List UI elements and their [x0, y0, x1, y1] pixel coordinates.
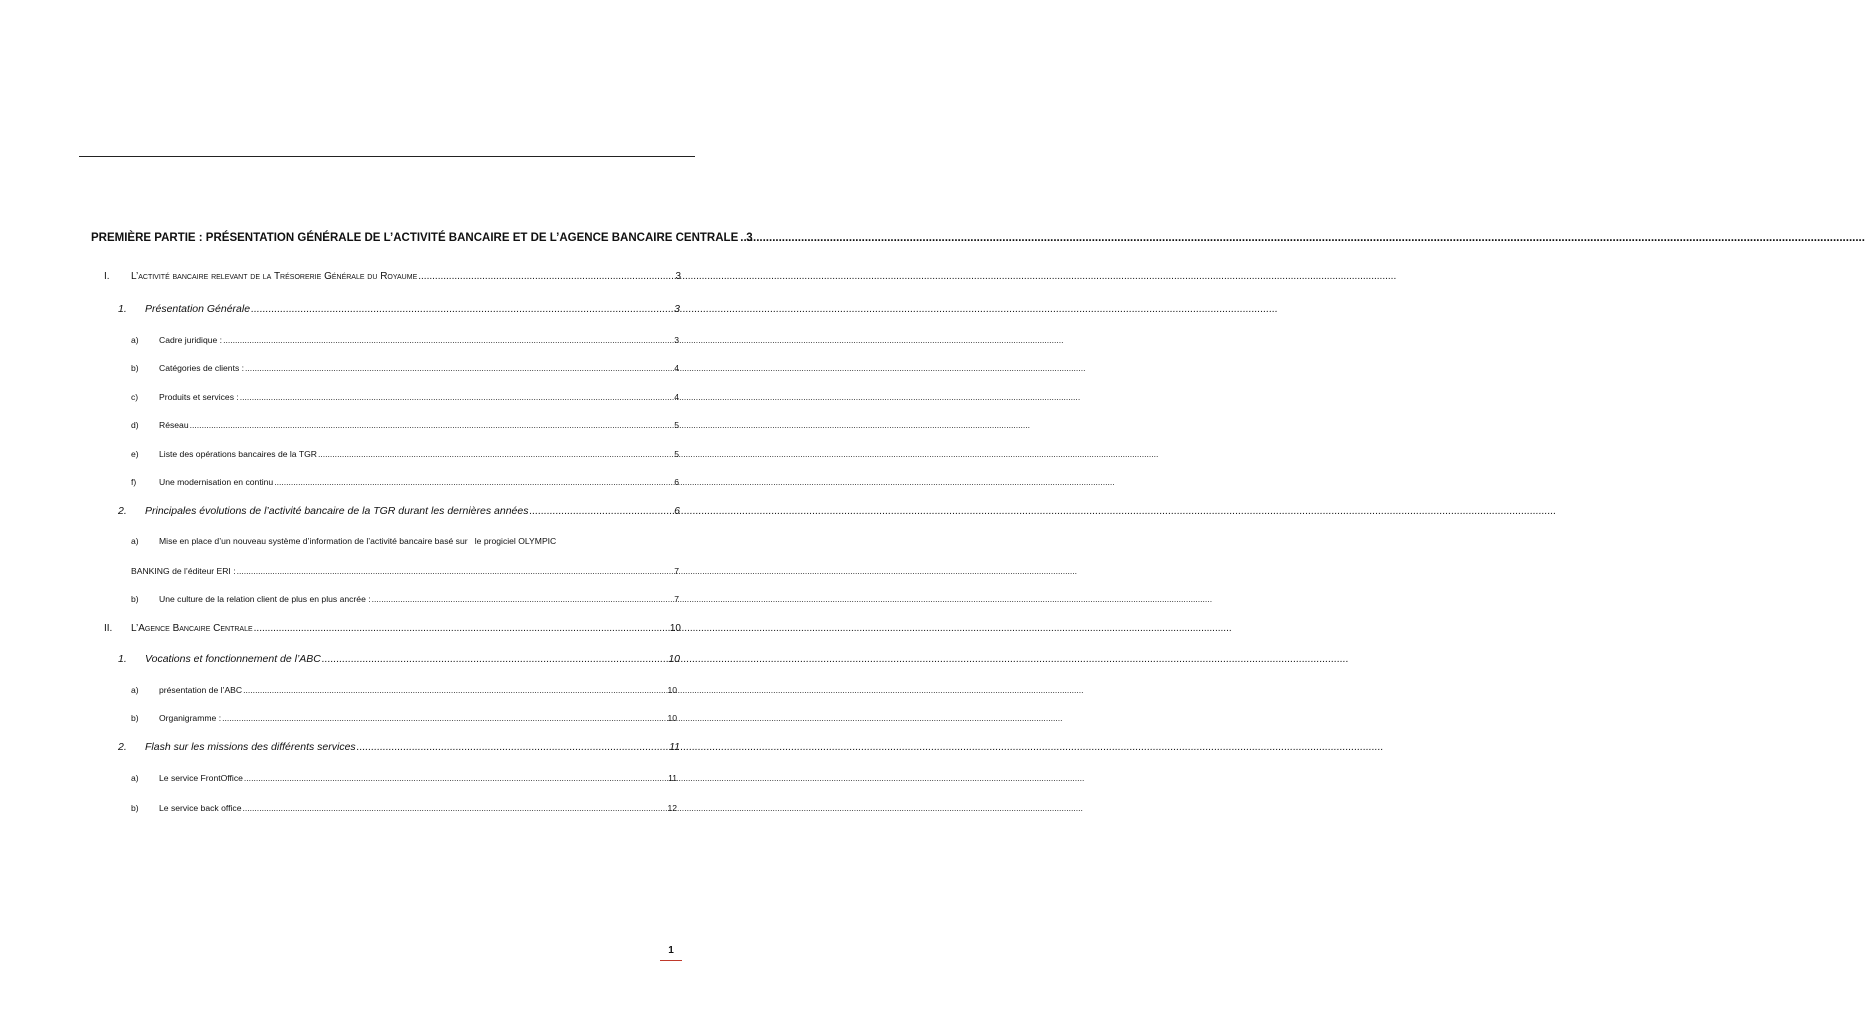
toc-entry-number: I.: [104, 271, 110, 282]
toc-page-number: 10: [669, 623, 681, 634]
toc-entry-number: c): [131, 392, 139, 402]
toc-entry-number: a): [131, 536, 139, 546]
toc-entry-number: f): [131, 477, 137, 487]
dot-leader: [322, 653, 667, 665]
toc-page-number: 3: [675, 271, 681, 282]
toc-page-number: 3: [674, 303, 680, 315]
toc-entry-title: Flash sur les missions des différents services: [145, 741, 356, 753]
toc-entry-title: présentation de l’ABC: [159, 685, 243, 695]
toc-subsection-entry[interactable]: [118, 505, 680, 517]
toc-page-number: 7: [674, 594, 679, 604]
toc-entry-title: L’activité bancaire relevant de la Trésorerie Générale du Royaume: [131, 271, 418, 282]
toc-entry-title: Principales évolutions de l’activité bancaire de la TGR durant les dernières années: [145, 505, 529, 517]
header-rule: [79, 156, 695, 157]
dot-leader: [223, 335, 673, 345]
toc-page-number: 10: [668, 653, 680, 665]
dot-leader: [240, 392, 673, 402]
toc-item-entry[interactable]: [131, 713, 677, 723]
toc-item-entry[interactable]: [131, 773, 677, 783]
toc-entry-number: b): [131, 363, 139, 373]
toc-item-entry[interactable]: [131, 803, 677, 813]
document-page: [0, 0, 768, 1024]
toc-subsection-entry[interactable]: [118, 653, 680, 665]
dot-leader: [244, 773, 667, 783]
toc-entry-title: Réseau: [159, 420, 189, 430]
toc-page-number: 3: [674, 335, 679, 345]
page-number-underline: [660, 960, 682, 961]
dot-leader: [274, 477, 673, 487]
toc-entry-number: e): [131, 449, 139, 459]
dot-leader: [222, 713, 666, 723]
toc-entry-number: d): [131, 420, 139, 430]
dot-leader: [237, 566, 674, 576]
toc-page-number: 4: [674, 392, 679, 402]
toc-page-number: 3: [746, 232, 753, 244]
toc-entry-number: b): [131, 713, 139, 723]
toc-section-entry[interactable]: [104, 623, 681, 634]
toc-entry-number: 2.: [118, 505, 127, 517]
toc-item-entry-continued[interactable]: [131, 566, 679, 576]
toc-item-entry[interactable]: [131, 420, 679, 430]
toc-entry-number: II.: [104, 623, 113, 634]
toc-item-entry[interactable]: [131, 594, 679, 604]
dot-leader: [243, 685, 666, 695]
toc-page-number: 7: [674, 566, 679, 576]
dot-leader: [529, 505, 673, 517]
toc-entry-title: Catégories de clients :: [159, 363, 245, 373]
toc-section-entry[interactable]: [104, 271, 681, 282]
toc-entry-number: 1.: [118, 303, 127, 315]
toc-entry-number: 1.: [118, 653, 127, 665]
toc-item-entry[interactable]: [131, 392, 679, 402]
toc-page-number: 4: [674, 363, 679, 373]
toc-entry-title: Une modernisation en continu: [159, 477, 274, 487]
toc-page-number: 10: [667, 685, 677, 695]
toc-item-entry[interactable]: [131, 536, 671, 546]
toc-page-number: 5: [674, 420, 679, 430]
dot-leader: [190, 420, 674, 430]
toc-item-entry[interactable]: [131, 477, 679, 487]
toc-page-number: 11: [668, 773, 677, 783]
toc-entry-title: Vocations et fonctionnement de l’ABC: [145, 653, 321, 665]
toc-part-heading[interactable]: [91, 232, 753, 244]
toc-page-number: 6: [674, 505, 680, 517]
toc-item-entry[interactable]: [131, 685, 677, 695]
dot-leader: [254, 623, 669, 634]
toc-entry-title: Produits et services :: [159, 392, 239, 402]
dot-leader: [318, 449, 673, 459]
dot-leader: [242, 803, 666, 813]
toc-item-entry[interactable]: [131, 335, 679, 345]
toc-entry-title: Une culture de la relation client de plus en plus ancrée :: [159, 594, 371, 604]
toc-subsection-entry[interactable]: [118, 741, 680, 753]
toc-page-number: 5: [674, 449, 679, 459]
dot-leader: [357, 741, 668, 753]
toc-entry-title: Mise en place d’un nouveau système d’information de l’activité bancaire basé sur le progiciel OLYMPIC: [159, 536, 557, 546]
toc-entry-title: Le service back office: [159, 803, 242, 813]
toc-entry-number: b): [131, 803, 139, 813]
toc-page-number: 11: [669, 741, 680, 753]
dot-leader: [740, 232, 744, 244]
toc-entry-title: Présentation Générale: [145, 303, 251, 315]
toc-entry-number: b): [131, 594, 139, 604]
toc-page-number: 6: [674, 477, 679, 487]
toc-subsection-entry[interactable]: [118, 303, 680, 315]
toc-entry-number: a): [131, 685, 139, 695]
toc-part-title: PREMIÈRE PARTIE : PRÉSENTATION GÉNÉRALE DE L’ACTIVITÉ BANCAIRE ET DE L’AGENCE BANCAIRE CENTRALE: [91, 232, 739, 244]
page-number: 1: [668, 945, 674, 956]
toc-entry-title: Le service FrontOffice: [159, 773, 243, 783]
dot-leader: [245, 363, 673, 373]
dot-leader: [251, 303, 673, 315]
dot-leader: [372, 594, 674, 604]
toc-entry-number: 2.: [118, 741, 127, 753]
toc-entry-title: Cadre juridique :: [159, 335, 223, 345]
dot-leader: [418, 271, 674, 282]
toc-entry-number: a): [131, 773, 139, 783]
toc-entry-number: a): [131, 335, 139, 345]
toc-page-number: 12: [667, 803, 677, 813]
toc-item-entry[interactable]: [131, 363, 679, 373]
toc-entry-title: L’Agence Bancaire Centrale: [131, 623, 253, 634]
toc-entry-title: Organigramme :: [159, 713, 222, 723]
toc-entry-title-continued: BANKING de l’éditeur ERI :: [131, 566, 236, 576]
toc-entry-title: Liste des opérations bancaires de la TGR: [159, 449, 317, 459]
toc-page-number: 10: [667, 713, 677, 723]
toc-item-entry[interactable]: [131, 449, 679, 459]
